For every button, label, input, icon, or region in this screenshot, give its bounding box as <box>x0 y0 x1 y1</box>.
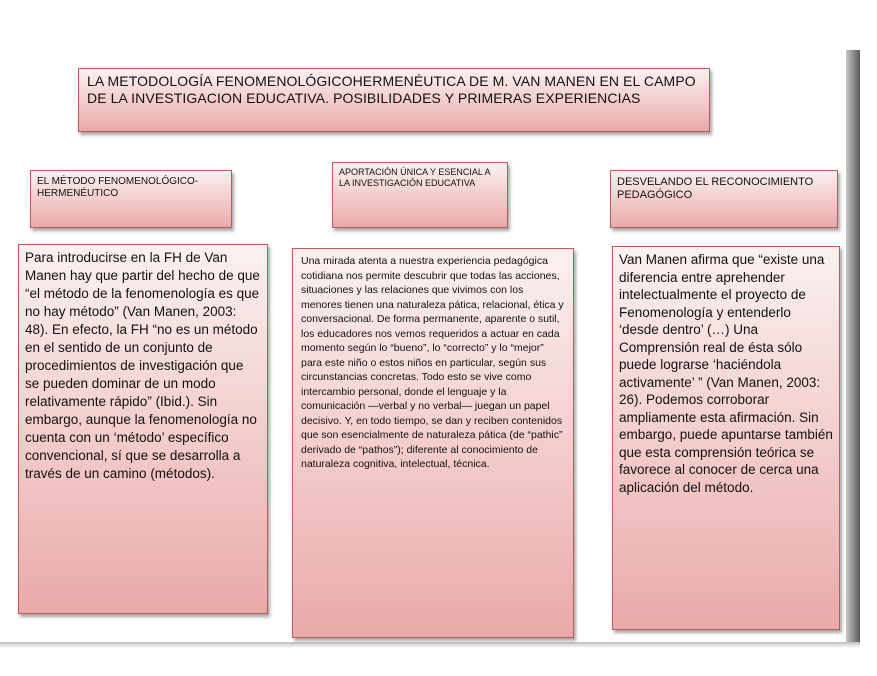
header-box-method <box>30 170 232 228</box>
header-box-contribution <box>332 162 508 228</box>
header-text-method: EL MÉTODO FENOMENOLÓGICO-HERMENÉUTICO <box>37 176 199 199</box>
body-text-contribution: Una mirada atenta a nuestra experiencia pedagógica cotidiana nos permite descubrir que todas las acciones, situaciones y las relaciones que vivimos con los menores tienen una naturaleza pática, relacional, ética y conversacional. De forma permanente, aparente o sutil, los educadores nos vemos requeridos a actuar en cada momento según lo “bueno”, lo “correcto” y lo “mejor” para este niño o estos niños en particular, según sus circunstancias concretas. Todo esto se vive como intercambio personal, donde el lenguaje y la comunicación —verbal y no verbal— juegan un papel decisivo. Y, en todo tiempo, se dan y reciben contenidos que son esencialmente de naturaleza pática (de “pathic” derivado de “pathos”); diferente al conocimiento de naturaleza cognitiva, intelectual, técnica. <box>301 255 564 470</box>
slide-shadow-right <box>846 50 860 646</box>
header-box-recognition <box>610 170 838 228</box>
body-box-contribution <box>292 248 574 638</box>
title-box <box>78 68 710 132</box>
body-box-method <box>18 244 268 614</box>
body-box-recognition <box>612 246 840 630</box>
title-text: LA METODOLOGÍA FENOMENOLÓGICOHERMENÉUTICA DE M. VAN MANEN EN EL CAMPO DE LA INVESTIGACION EDUCATIVA. POSIBILIDADES Y PRIMERAS EXPERIENCIAS <box>87 73 696 106</box>
slide-shadow-bottom <box>0 642 860 648</box>
body-text-recognition: Van Manen afirma que “existe una diferencia entre aprehender intelectualmente el proyecto de Fenomenología y entenderlo ‘desde dentro’ (…) Una Comprensión real de ésta sólo puede lograrse ‘haciéndola activamente’ ” (Van Manen, 2003: 26). Podemos corroborar ampliamente esta afirmación. Sin embargo, puede apuntarse también que esta comprensión teórica se favorece al conocer de cerca una aplicación del método. <box>619 252 833 495</box>
body-text-method: Para introducirse en la FH de Van Manen hay que partir del hecho de que “el método de la fenomenología es que no hay método” (Van Manen, 2003: 48). En efecto, la FH “no es un método en el sentido de un conjunto de procedimientos de investigación que se pueden dominar de un modo relativamente rápido” (Ibid.). Sin embargo, aunque la fenomenología no cuenta con un ‘método’ específico convencional, sí que se desarrolla a través de un camino (métodos). <box>25 250 260 481</box>
header-text-recognition: DESVELANDO EL RECONOCIMIENTO PEDAGÓGICO <box>617 176 814 201</box>
header-text-contribution: APORTACIÓN ÚNICA Y ESENCIAL A LA INVESTIGACIÓN EDUCATIVA <box>339 167 491 188</box>
